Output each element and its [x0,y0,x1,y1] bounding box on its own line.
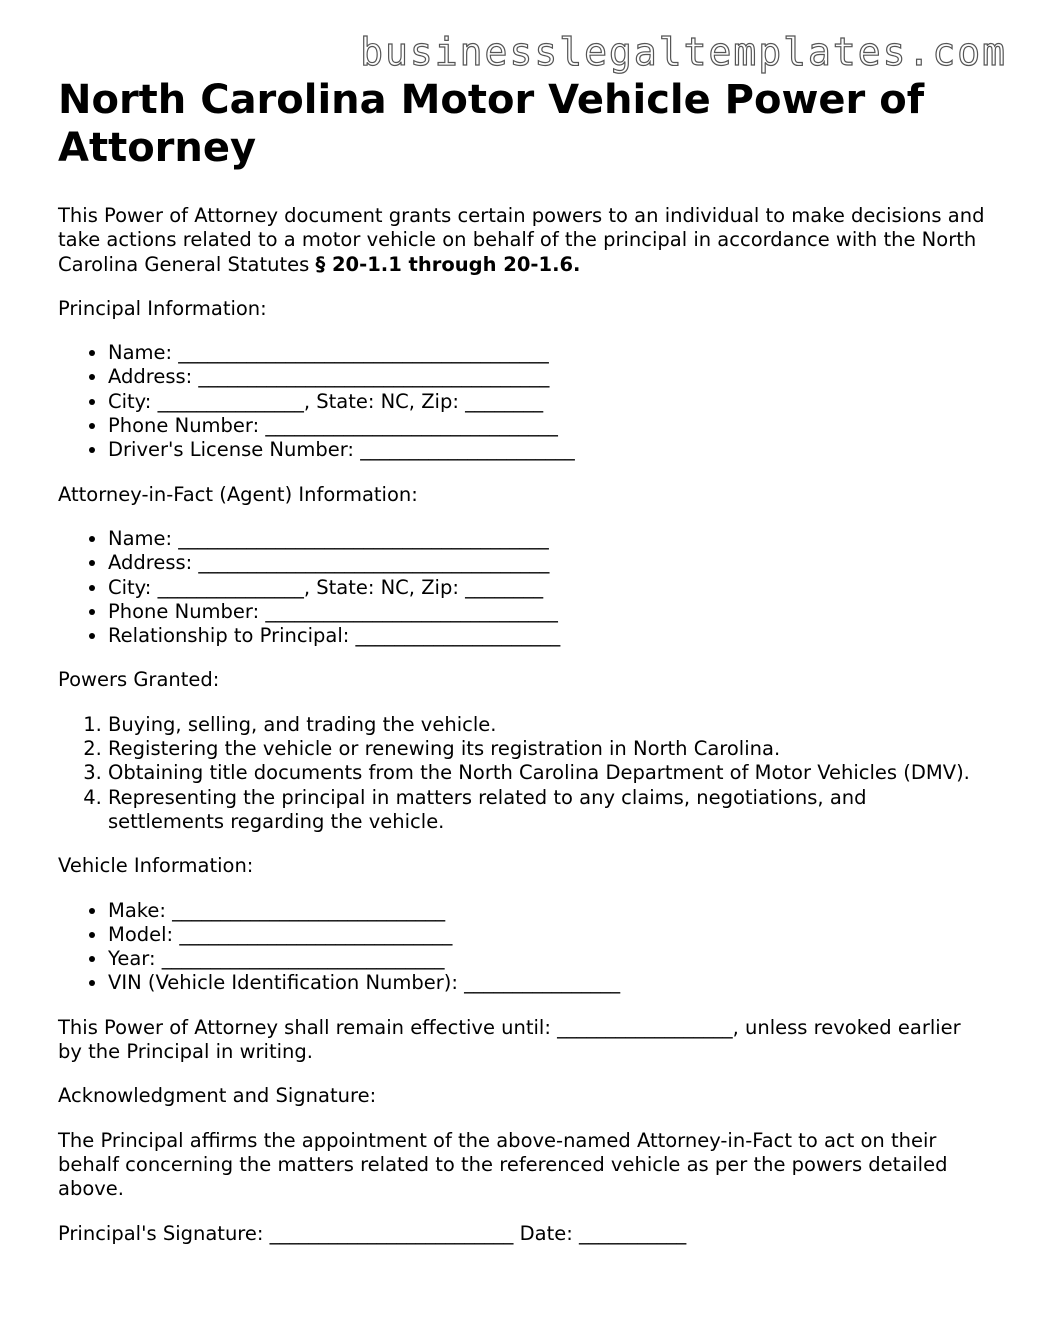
acknowledgment-heading: Acknowledgment and Signature: [58,1084,377,1108]
vehicle-make-field: • Make: ____________________________ [108,899,988,923]
signature-line: Principal's Signature: _________________________ Date: ___________ [58,1221,687,1245]
statute-reference: § 20-1.1 through 20-1.6. [315,252,581,276]
principal-name-field: • Name: ______________________________________ [108,341,988,365]
principal-city-field: • City: _______________, State: NC, Zip: ________ [108,390,988,414]
vehicle-heading: Vehicle Information: [58,854,254,878]
agent-city-field: • City: _______________, State: NC, Zip: ________ [108,576,988,600]
page-title: North Carolina Motor Vehicle Power of Attorney [58,77,925,171]
powers-list [58,713,988,834]
agent-address-field: • Address: ____________________________________ [108,551,988,575]
principal-heading: Principal Information: [58,296,267,320]
principal-fields [58,341,988,462]
powers-heading: Powers Granted: [58,668,220,692]
power-item: 4. Representing the principal in matters related to any claims, negotiations, and settlements regarding the vehicle. [108,786,988,835]
agent-fields [58,527,988,648]
principal-license-field: • Driver's License Number: ______________________ [108,438,988,462]
acknowledgment-text: The Principal affirms the appointment of the above-named Attorney-in-Fact to act on their behalf concerning the matters related to the referenced vehicle as per the powers detailed above. [58,1128,948,1201]
agent-name-field: • Name: ______________________________________ [108,527,988,551]
vehicle-vin-field: • VIN (Vehicle Identification Number): ________________ [108,971,988,995]
vehicle-fields [58,899,988,996]
power-item: 3. Obtaining title documents from the North Carolina Department of Motor Vehicles (DMV). [108,761,988,785]
vehicle-year-field: • Year: _____________________________ [108,947,988,971]
agent-relationship-field: • Relationship to Principal: _____________________ [108,624,988,648]
intro-paragraph [58,204,988,277]
principal-phone-field: • Phone Number: ______________________________ [108,414,988,438]
agent-heading: Attorney-in-Fact (Agent) Information: [58,482,418,506]
vehicle-model-field: • Model: ____________________________ [108,923,988,947]
power-item: 2. Registering the vehicle or renewing its registration in North Carolina. [108,737,988,761]
document-body [58,76,988,1266]
intro-text: This Power of Attorney document grants certain powers to an individual to make decisions and take actions related to a motor vehicle on behalf of the principal in accordance with the North Carolina General Statutes [58,204,985,276]
power-item: 1. Buying, selling, and trading the vehicle. [108,713,988,737]
principal-address-field: • Address: ____________________________________ [108,365,988,389]
agent-phone-field: • Phone Number: ______________________________ [108,600,988,624]
effective-clause: This Power of Attorney shall remain effective until: __________________, unless revoked earlier by the Principal in writing. [58,1015,961,1064]
watermark: businesslegaltemplates.com [360,30,1007,74]
